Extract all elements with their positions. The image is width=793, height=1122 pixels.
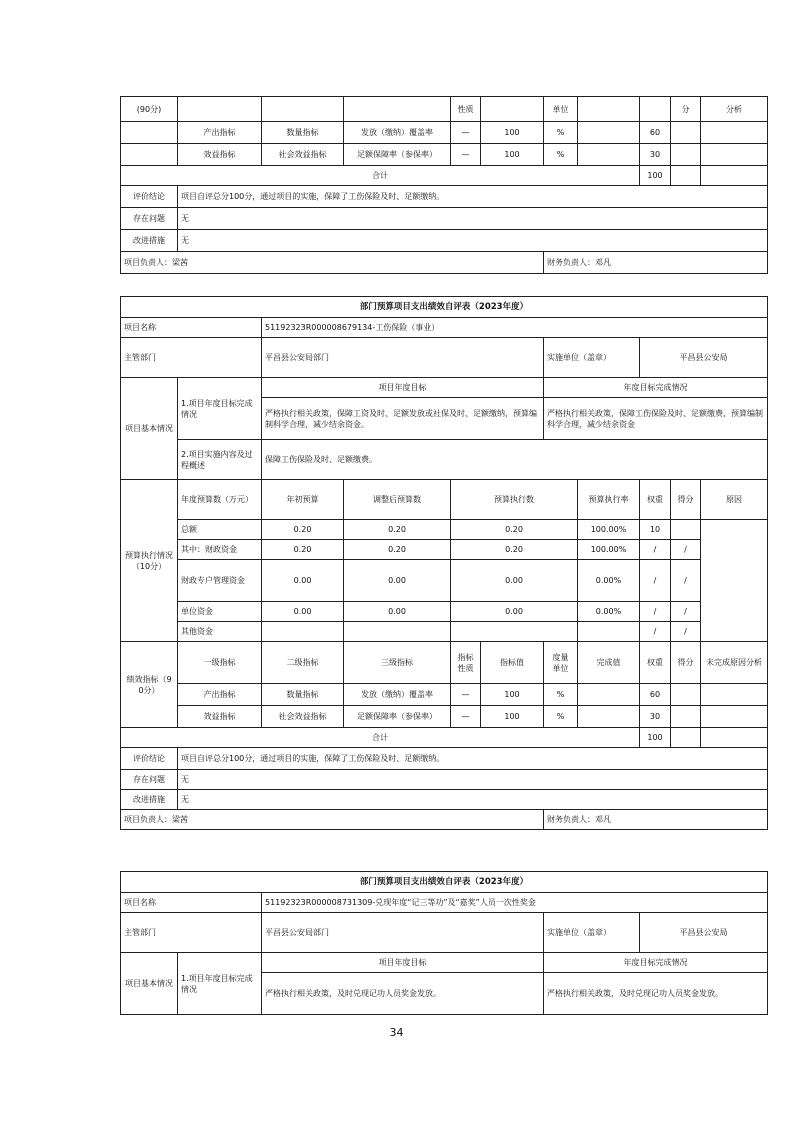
dept-value: 平昌县公安局部门 bbox=[262, 338, 544, 378]
unit-header: 单位 bbox=[544, 97, 578, 122]
owner-cell: 项目负责人：梁茜 bbox=[121, 252, 544, 274]
finance-cell: 财务负责人：邓凡 bbox=[544, 810, 768, 830]
eval-text: 项目自评总分100分，通过项目的实施，保障了工伤保险及时、足额缴纳。 bbox=[178, 748, 768, 770]
goal-text: 严格执行相关政策，保障工资及时、足额发放或社保及时、足额缴纳，预算编制科学合理，减少结余资金。 bbox=[262, 398, 544, 440]
basic-info-label: 项目基本情况 bbox=[121, 953, 178, 1015]
impl-content-label: 2.项目实施内容及过程概述 bbox=[178, 440, 262, 480]
reason-header: 原因 bbox=[701, 480, 768, 520]
adjusted-header: 调整后预算数 bbox=[344, 480, 451, 520]
score-header: 得分 bbox=[671, 480, 701, 520]
goal-col-header: 项目年度目标 bbox=[262, 378, 544, 398]
goal-result-text: 严格执行相关政策，及时兑现记功人员奖金发放。 bbox=[544, 973, 768, 1015]
total-weight: 100 bbox=[640, 166, 671, 186]
issues-label: 存在问题 bbox=[121, 770, 178, 790]
improve-label: 改进措施 bbox=[121, 790, 178, 810]
goal-col-header: 项目年度目标 bbox=[262, 953, 544, 973]
issues-text: 无 bbox=[178, 770, 768, 790]
weight-header: 权重 bbox=[640, 480, 671, 520]
goal-text: 严格执行相关政策，及时兑现记功人员奖金发放。 bbox=[262, 973, 544, 1015]
reason-header: 分析 bbox=[701, 97, 768, 122]
project-name-label: 项目名称 bbox=[121, 318, 262, 338]
page-number: 34 bbox=[389, 1026, 404, 1039]
dept-label: 主管部门 bbox=[121, 338, 262, 378]
goal-result-col-header: 年度目标完成情况 bbox=[544, 378, 768, 398]
impl-unit-label: 实施单位（盖章） bbox=[544, 913, 640, 953]
eval-text: 项目自评总分100分，通过项目的实施，保障了工伤保险及时、足额缴纳。 bbox=[178, 186, 768, 208]
initial-header: 年初预算 bbox=[262, 480, 344, 520]
improve-text: 无 bbox=[178, 790, 768, 810]
total-label: 合计 bbox=[121, 728, 640, 748]
table-self-eval-2: 部门预算项目支出绩效自评表（2023年度） 项目名称 51192323R000008679134-工伤保险（事业） 主管部门 平昌县公安局部门 实施单位（盖章） 平昌县公安局 项目基本情况 1.项目年度目标完成情况 项目年度目标 年度目标完成情况 严格执行相关政策，保障工资及时、足额发放或社保及时、足额缴纳，预算编制科学合理，减少结余资金。 严格执行相关政策，保障工伤保险及时、足额缴费，预算编制科学合理，减少结余资金 2.项目实施内容及过程概述 保障工伤保险及时、足额缴费。 预算执行情况（10分） 年度预算数（万元） 年初预算 调整后预算数 预算执行数 预算执行率 权重 得分 原因 总额 0.20 0.20 0.20 100.00% 10 其中：财政资金 0.20 0.20 0.20 100.00% / / 财政专户管理资金 0.00 0.00 0.00 0.00% / / 单位资金 0.00 0.00 0.00 0.00% / / 其他资金 / / 绩效指标（90分） 一级指标 二级指标 三级指标 指标 性质 指标值 度量 单位 完成值 权重 得分 未完成原因分析 产出指标 数量指标 发放（缴纳）覆盖率 — 100 % 60 效益指标 社会效益指标 足额保障率（参保率） — 100 % 30 合计 100 评价结论 项目自评总分100分，通过项目的实施，保障了工伤保险及时、足额缴纳。 存在问题 无 改进措施 无 项目负责人：梁茜 财务负责人：邓凡 bbox=[120, 296, 768, 830]
impl-content-text: 保障工伤保险及时、足额缴费。 bbox=[262, 440, 768, 480]
goal-result-text: 严格执行相关政策，保障工伤保险及时、足额缴费，预算编制科学合理，减少结余资金 bbox=[544, 398, 768, 440]
dept-value: 平昌县公安局部门 bbox=[262, 913, 544, 953]
table-self-eval-3 bbox=[120, 871, 768, 1015]
project-name: 51192323R000008679134-工伤保险（事业） bbox=[262, 318, 768, 338]
table-row: 总额 0.20 0.20 0.20 100.00% 10 bbox=[121, 520, 768, 540]
improve-text: 无 bbox=[178, 230, 768, 252]
perf-indicators-label: 绩效指标（90分） bbox=[121, 642, 178, 728]
total-label: 合计 bbox=[121, 166, 640, 186]
goal-completion-label: 1.项目年度目标完成情况 bbox=[178, 378, 262, 440]
dept-label: 主管部门 bbox=[121, 913, 262, 953]
project-name: 51192323R000008731309-兑现年度“记三等功”及“嘉奖”人员一次性奖金 bbox=[262, 893, 768, 913]
finance-cell: 财务负责人：邓凡 bbox=[544, 252, 768, 274]
table-row: 单位资金 0.00 0.00 0.00 0.00% / / bbox=[121, 602, 768, 622]
impl-unit-label: 实施单位（盖章） bbox=[544, 338, 640, 378]
nature-header: 性质 bbox=[451, 97, 481, 122]
impl-unit-value: 平昌县公安局 bbox=[640, 338, 768, 378]
table-row: 产出指标 数量指标 发放（缴纳）覆盖率 — 100 % 60 bbox=[121, 122, 768, 144]
reason-cell bbox=[701, 520, 768, 642]
rate-header: 预算执行率 bbox=[578, 480, 640, 520]
table-row: 效益指标 社会效益指标 足额保障率（参保率） — 100 % 30 bbox=[121, 706, 768, 728]
table-row: 其中：财政资金 0.20 0.20 0.20 100.00% / / bbox=[121, 540, 768, 560]
table-row: 效益指标 社会效益指标 足额保障率（参保率） — 100 % 30 bbox=[121, 144, 768, 166]
score-header: 分 bbox=[671, 97, 701, 122]
budget-exec-label: 预算执行情况（10分） bbox=[121, 480, 178, 642]
issues-text: 无 bbox=[178, 208, 768, 230]
table-title: 部门预算项目支出绩效自评表（2023年度） bbox=[121, 297, 768, 318]
goal-result-col-header: 年度目标完成情况 bbox=[544, 953, 768, 973]
executed-header: 预算执行数 bbox=[451, 480, 578, 520]
table-fragment-top bbox=[120, 96, 768, 274]
table-row: 财政专户管理资金 0.00 0.00 0.00 0.00% / / bbox=[121, 560, 768, 602]
improve-label: 改进措施 bbox=[121, 230, 178, 252]
impl-unit-value: 平昌县公安局 bbox=[640, 913, 768, 953]
owner-cell: 项目负责人：梁茜 bbox=[121, 810, 544, 830]
basic-info-label: 项目基本情况 bbox=[121, 378, 178, 480]
project-name-label: 项目名称 bbox=[121, 893, 262, 913]
issues-label: 存在问题 bbox=[121, 208, 178, 230]
table-row: 产出指标 数量指标 发放（缴纳）覆盖率 — 100 % 60 bbox=[121, 684, 768, 706]
table-title: 部门预算项目支出绩效自评表（2023年度） bbox=[121, 872, 768, 893]
year-budget-header: 年度预算数（万元） bbox=[178, 480, 262, 520]
table-row: 其他资金 / / bbox=[121, 622, 768, 642]
total-weight: 100 bbox=[640, 728, 671, 748]
perf-score-label: (90分) bbox=[121, 97, 178, 122]
eval-label: 评价结论 bbox=[121, 186, 178, 208]
eval-label: 评价结论 bbox=[121, 748, 178, 770]
goal-completion-label: 1.项目年度目标完成情况 bbox=[178, 953, 262, 1015]
